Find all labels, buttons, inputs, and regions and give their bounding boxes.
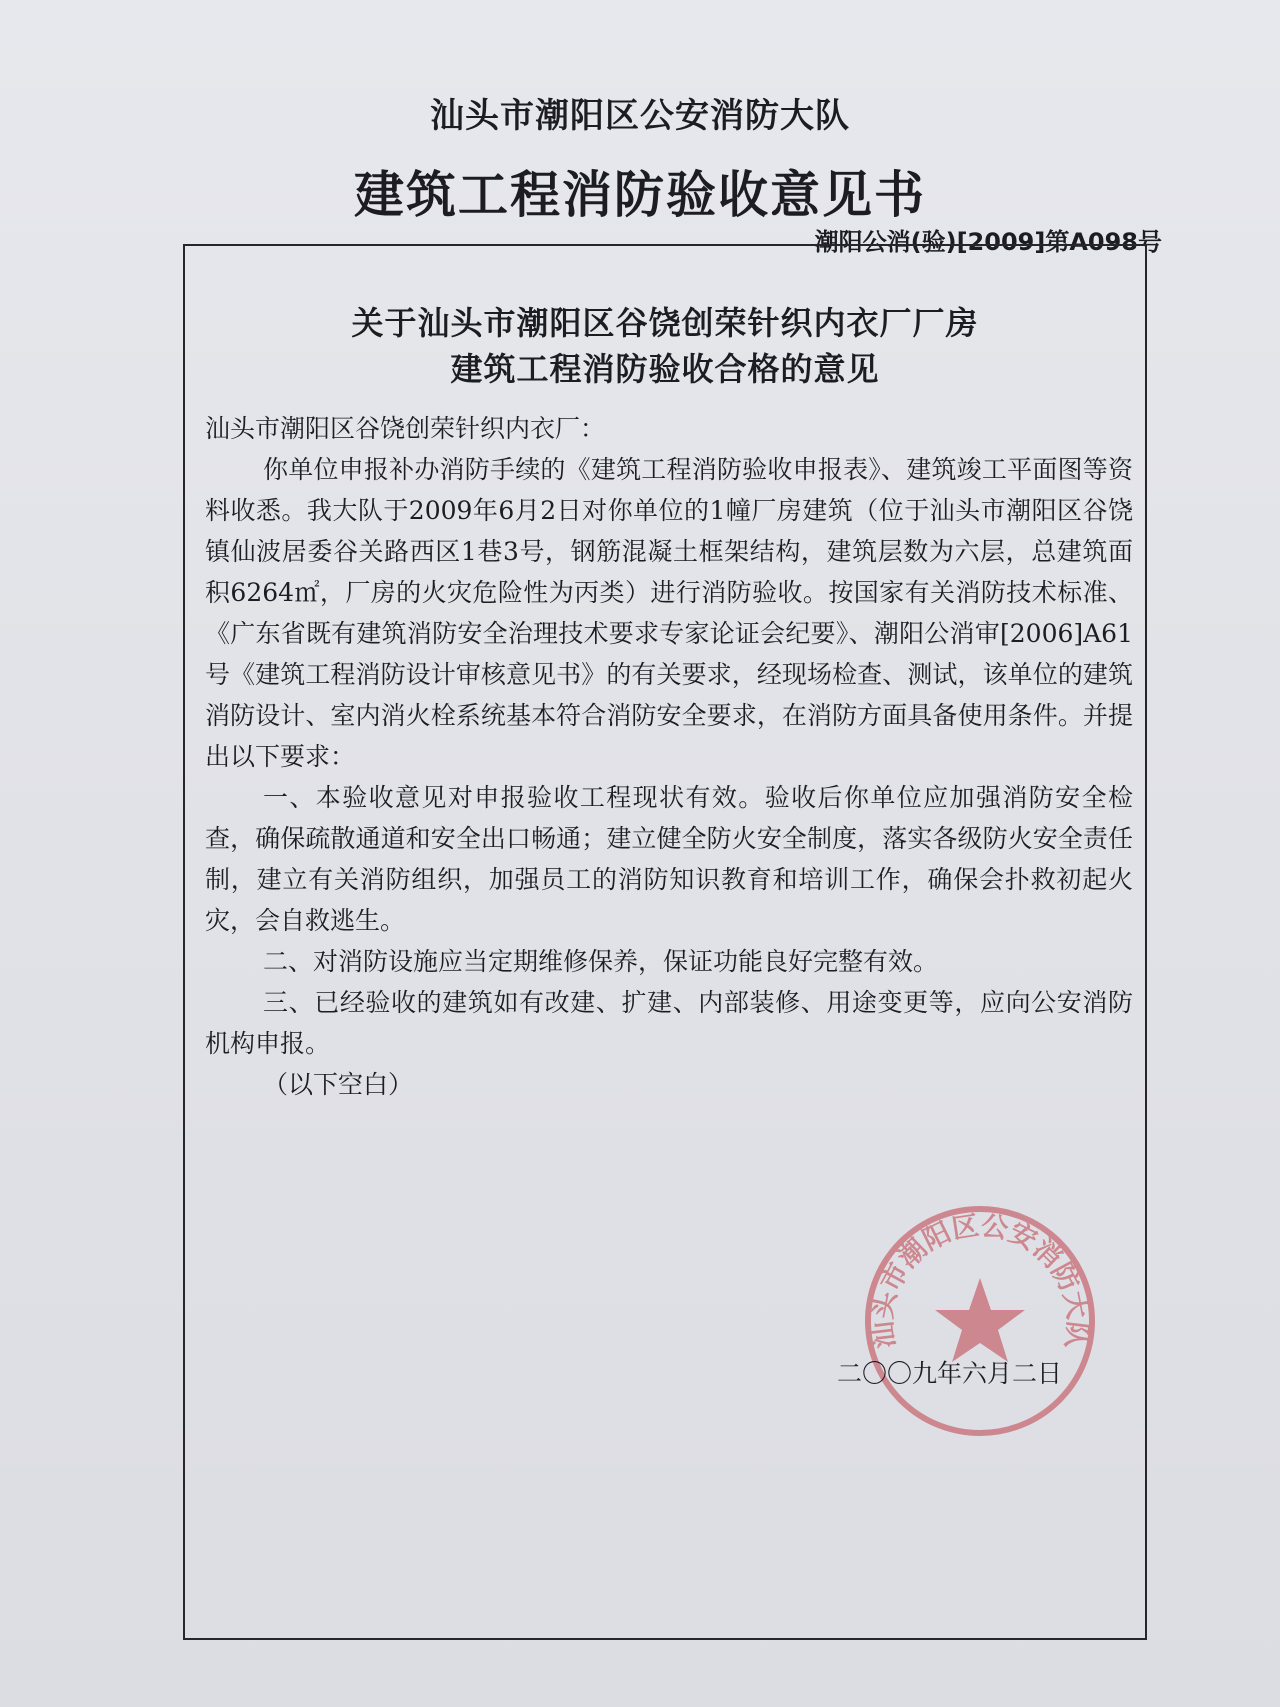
requirement-item-1: 一、本验收意见对申报验收工程现状有效。验收后你单位应加强消防安全检查，确保疏散通道和安全出口畅通；建立健全防火安全制度，落实各级防火安全责任制，建立有关消防组织，加强员工的消防知识教育和培训工作，确保会扑救初起火灾，会自救逃生。 [205,783,1133,935]
notice-heading-line-2: 建筑工程消防验收合格的意见 [450,350,880,388]
salutation: 汕头市潮阳区谷饶创荣针织内衣厂： [205,414,606,443]
document-number: 潮阳公消(验)[2009]第A098号 [814,228,1162,256]
issuing-agency: 汕头市潮阳区公安消防大队 [430,96,850,136]
star-icon [935,1278,1025,1362]
seal-text: 汕头市潮阳区公安消防大队 [867,1210,1093,1351]
requirement-item-2: 二、对消防设施应当定期维修保养，保证功能良好完整有效。 [263,947,939,976]
main-paragraph: 你单位申报补办消防手续的《建筑工程消防验收申报表》、建筑竣工平面图等资料收悉。我大队于2009年6月2日对你单位的1幢厂房建筑（位于汕头市潮阳区谷饶镇仙波居委谷关路西区1巷3号，钢筋混凝土框架结构，建筑层数为六层，总建筑面积6264㎡，厂房的火灾危险性为丙类）进行消防验收。按国家有关消防技术标准、《广东省既有建筑消防安全治理技术要求专家论证会纪要》、潮阳公消审[2006]A61号《建筑工程消防设计审核意见书》的有关要求，经现场检查、测试，该单位的建筑消防设计、室内消火栓系统基本符合消防安全要求，在消防方面具备使用条件。并提出以下要求： [205,455,1133,771]
content-frame [183,244,1147,1640]
requirement-item-3: 三、已经验收的建筑如有改建、扩建、内部装修、用途变更等，应向公安消防机构申报。 [205,988,1133,1058]
notice-heading-line-1: 关于汕头市潮阳区谷饶创荣针织内衣厂厂房 [351,304,979,342]
document-title: 建筑工程消防验收意见书 [354,166,926,224]
notice-body [205,408,1133,1105]
official-seal [855,1196,1105,1446]
issue-date: 二〇〇九年六月二日 [837,1359,1063,1388]
blank-below-note: （以下空白） [263,1070,414,1099]
